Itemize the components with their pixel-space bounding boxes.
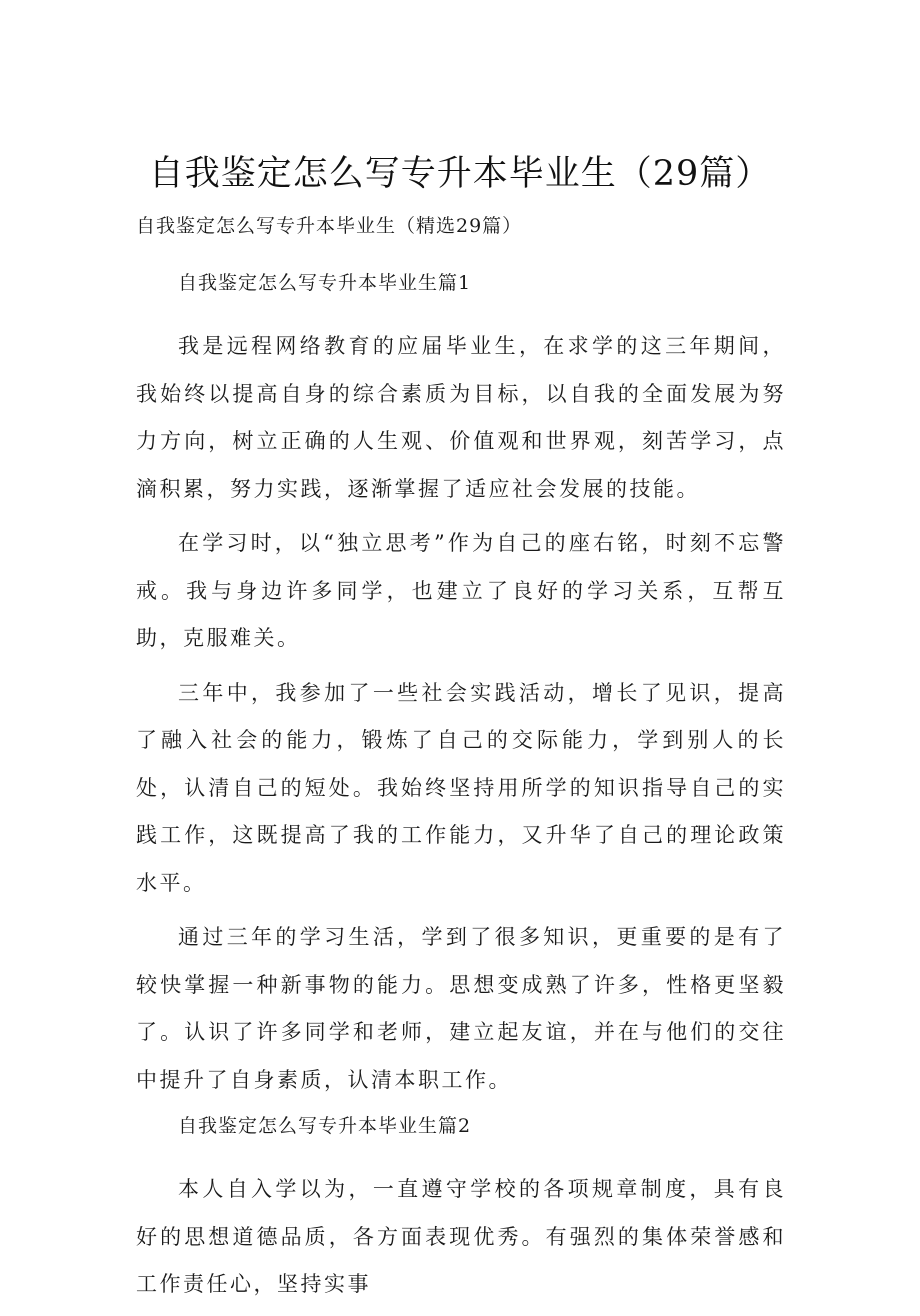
document-title: 自我鉴定怎么写专升本毕业生（29篇） — [148, 154, 772, 194]
section-heading: 自我鉴定怎么写专升本毕业生篇2 — [178, 1115, 472, 1137]
paragraph: 我是远程网络教育的应届毕业生，在求学的这三年期间，我始终以提高自身的综合素质为目标，以自我的全面发展为努力方向，树立正确的人生观、价值观和世界观，刻苦学习，点滴积累，努力实践，逐渐掌握了适应社会发展的技能。 — [136, 334, 786, 501]
paragraph: 本人自入学以为，一直遵守学校的各项规章制度，具有良好的思想道德品质，各方面表现优秀。有强烈的集体荣誉感和工作责任心，坚持实事 — [136, 1177, 786, 1296]
document-subtitle: 自我鉴定怎么写专升本毕业生（精选29篇） — [136, 215, 523, 237]
section-2 — [136, 1111, 786, 1309]
section-heading: 自我鉴定怎么写专升本毕业生篇1 — [178, 272, 472, 294]
paragraph: 三年中，我参加了一些社会实践活动，增长了见识，提高了融入社会的能力，锻炼了自己的交际能力，学到别人的长处，认清自己的短处。我始终坚持用所学的知识指导自己的实践工作，这既提高了我的工作能力，又升华了自己的理论政策水平。 — [136, 680, 786, 895]
section-1 — [136, 268, 786, 1104]
paragraph: 在学习时，以“独立思考”作为自己的座右铭，时刻不忘警戒。我与身边许多同学，也建立了良好的学习关系，互帮互助，克服难关。 — [136, 531, 786, 650]
document-body — [136, 268, 786, 1316]
paragraph: 通过三年的学习生活，学到了很多知识，更重要的是有了较快掌握一种新事物的能力。思想变成熟了许多，性格更坚毅了。认识了许多同学和老师，建立起友谊，并在与他们的交往中提升了自身素质，认清本职工作。 — [136, 925, 786, 1092]
